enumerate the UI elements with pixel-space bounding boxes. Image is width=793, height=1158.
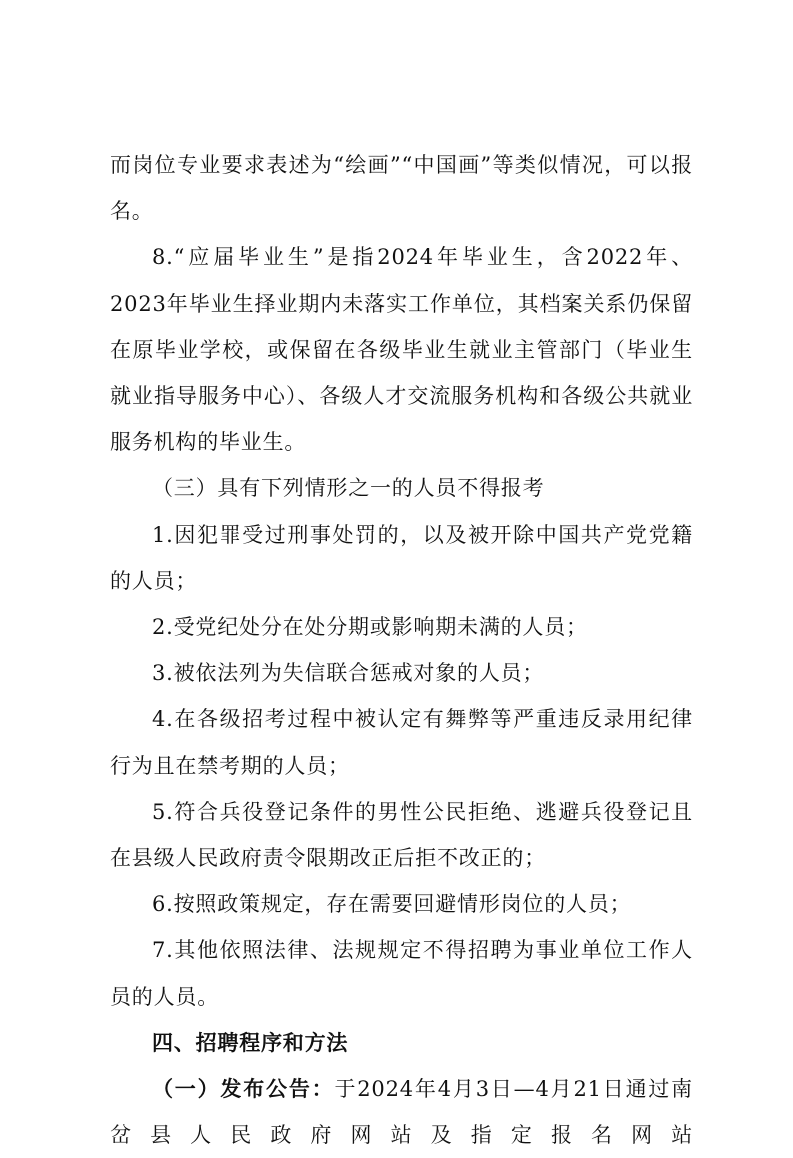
section-heading: 四、招聘程序和方法	[152, 1030, 349, 1055]
list-item-7: 7.其他依照法律、法规规定不得招聘为事业单位工作人员的人员。	[110, 938, 693, 1009]
list-item-6: 6.按照政策规定，存在需要回避情形岗位的人员；	[152, 892, 632, 917]
paragraph-text: 于2024年4月3日—4月21日通过南岔县人民政府网站及指定报名网站	[110, 1077, 693, 1148]
list-item-4: 4.在各级招考过程中被认定有舞弊等严重违反录用纪律行为且在禁考期的人员；	[110, 707, 693, 778]
list-item-5: 5.符合兵役登记条件的男性公民拒绝、逃避兵役登记且在县级人民政府责令限期改正后拒不改正的；	[110, 799, 693, 871]
list-item-1: 1.因犯罪受过刑事处罚的，以及被开除中国共产党党籍的人员；	[110, 522, 693, 593]
document-body	[110, 142, 693, 1158]
paragraph-continuation: 而岗位专业要求表述为“绘画”“中国画”等类似情况，可以报名。	[110, 153, 693, 224]
subsection-heading-3: （三）具有下列情形之一的人员不得报考	[152, 476, 545, 501]
list-item-2: 2.受党纪处分在处分期或影响期未满的人员；	[152, 615, 588, 640]
paragraph-label: （一）发布公告：	[152, 1077, 335, 1102]
list-item-3: 3.被依法列为失信联合惩戒对象的人员；	[152, 661, 545, 686]
paragraph-publish-notice	[110, 1066, 693, 1158]
paragraph-item-8: 8.“应届毕业生”是指2024年毕业生，含2022年、2023年毕业生择业期内未落实工作单位，其档案关系仍保留在原毕业学校，或保留在各级毕业生就业主管部门（毕业生就业指导服务中心）、各级人才交流服务机构和各级公共就业服务机构的毕业生。	[110, 245, 693, 455]
